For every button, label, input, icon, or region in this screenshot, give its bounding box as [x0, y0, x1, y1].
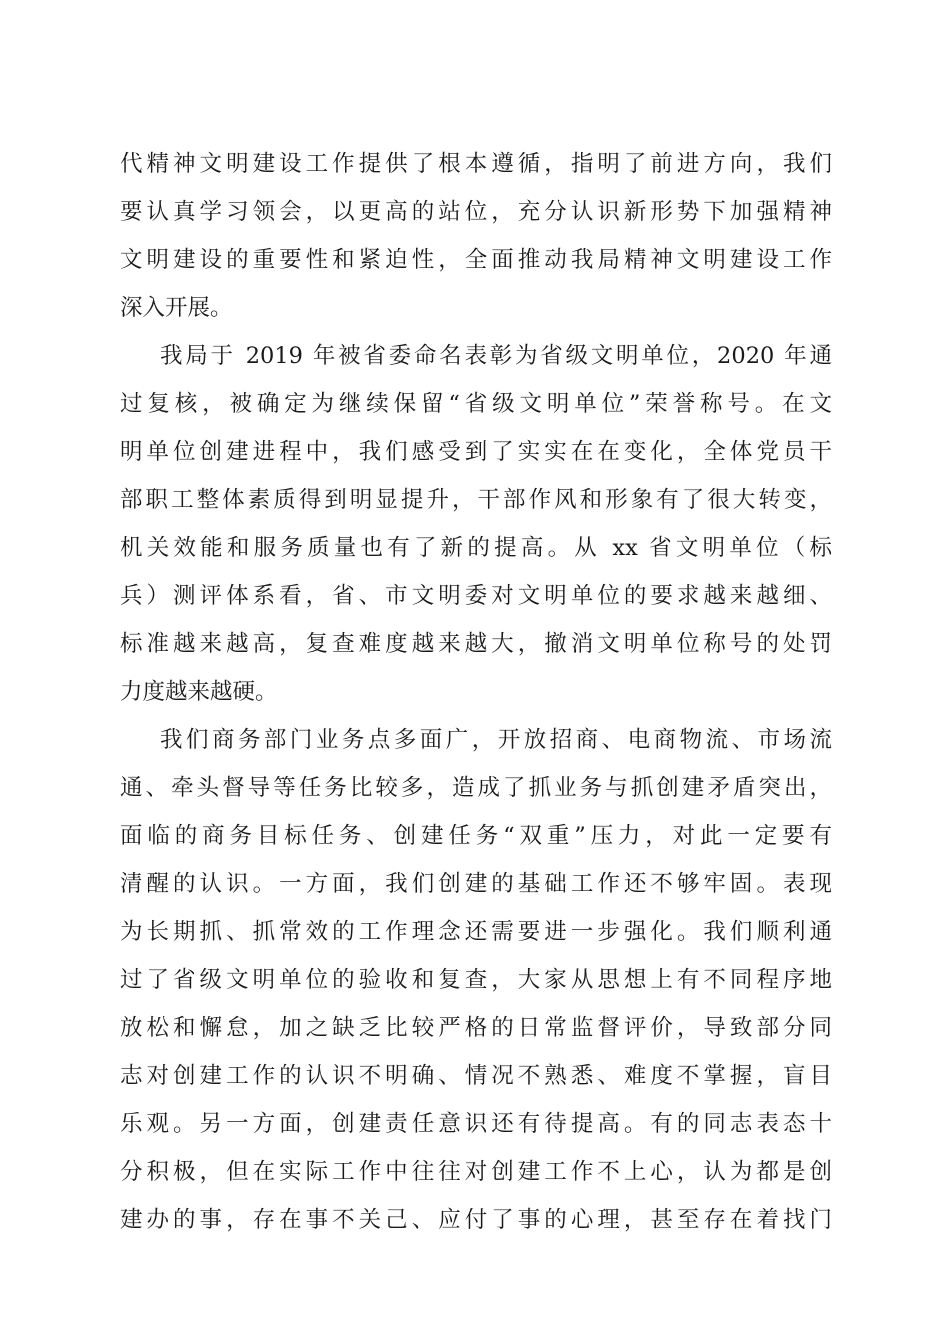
- paragraph-first-line: 我局于 2019 年被省委命名表彰为省级文明单位，2020 年通: [160, 343, 832, 369]
- text-line: 要认真学习领会，以更高的站位，充分认识新形势下加强精神: [120, 199, 832, 225]
- text-line: 标准越来越高，复查难度越来越大，撤消文明单位称号的处罚: [120, 631, 832, 657]
- text-line: 志对创建工作的认识不明确、情况不熟悉、难度不掌握，盲目: [120, 1063, 832, 1089]
- text-line: 放松和懈怠，加之缺乏比较严格的日常监督评价，导致部分同: [120, 1015, 832, 1041]
- text-line: 为长期抓、抓常效的工作理念还需要进一步强化。我们顺利通: [120, 919, 832, 945]
- text-line: 代精神文明建设工作提供了根本遵循，指明了前进方向，我们: [120, 151, 832, 177]
- text-line: 通、牵头督导等任务比较多，造成了抓业务与抓创建矛盾突出，: [120, 775, 832, 801]
- text-line: 过复核，被确定为继续保留“省级文明单位”荣誉称号。在文: [120, 391, 832, 417]
- text-line: 兵）测评体系看，省、市文明委对文明单位的要求越来越细、: [120, 583, 832, 609]
- text-line: 清醒的认识。一方面，我们创建的基础工作还不够牢固。表现: [120, 871, 832, 897]
- text-line: 过了省级文明单位的验收和复查，大家从思想上有不同程序地: [120, 967, 832, 993]
- text-line: 明单位创建进程中，我们感受到了实实在在变化，全体党员干: [120, 439, 832, 465]
- text-line: 文明建设的重要性和紧迫性，全面推动我局精神文明建设工作: [120, 247, 832, 273]
- text-line: 深入开展。: [120, 295, 233, 321]
- paragraph-first-line: 我们商务部门业务点多面广，开放招商、电商物流、市场流: [160, 727, 832, 753]
- text-line: 部职工整体素质得到明显提升，干部作风和形象有了很大转变，: [120, 487, 832, 513]
- text-line: 乐观。另一方面，创建责任意识还有待提高。有的同志表态十: [120, 1111, 832, 1137]
- text-line: 力度越来越硬。: [120, 679, 278, 705]
- body-text: [120, 140, 832, 1244]
- text-line: 面临的商务目标任务、创建任务“双重”压力，对此一定要有: [120, 823, 832, 849]
- text-line: 建办的事，存在事不关己、应付了事的心理，甚至存在着找门: [120, 1207, 832, 1233]
- text-line: 机关效能和服务质量也有了新的提高。从 xx 省文明单位（标: [120, 535, 832, 561]
- text-line: 分积极，但在实际工作中往往对创建工作不上心，认为都是创: [120, 1159, 832, 1185]
